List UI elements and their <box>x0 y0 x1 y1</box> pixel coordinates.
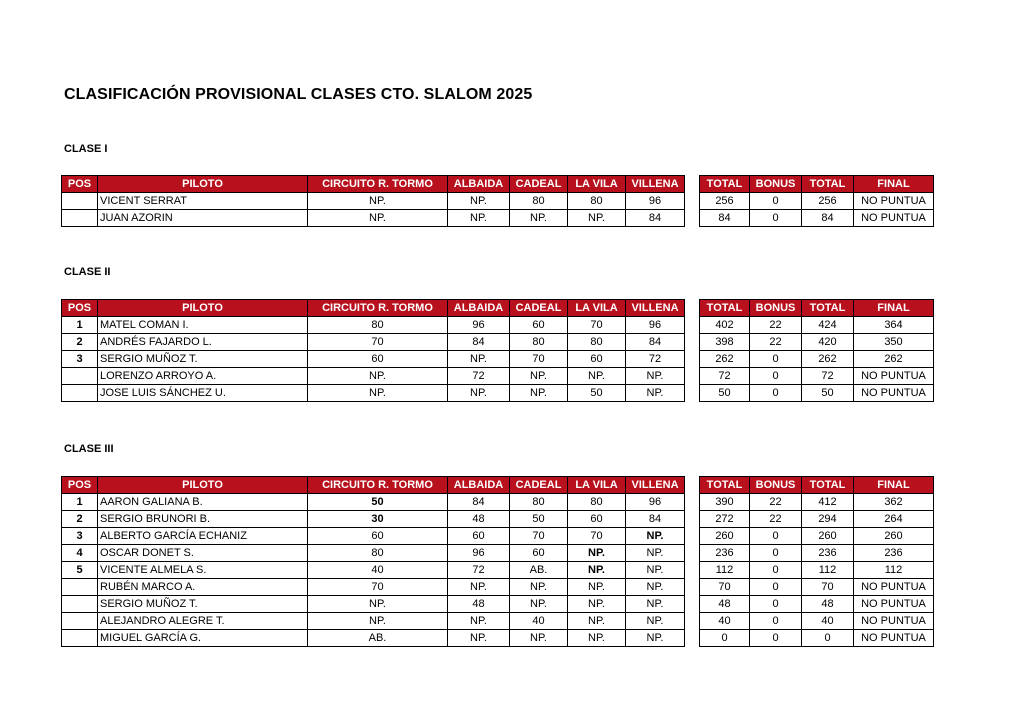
round-score-cell: 72 <box>448 562 510 579</box>
pilot-name-cell: JOSE LUIS SÁNCHEZ U. <box>98 385 308 402</box>
totals-row <box>700 545 934 562</box>
total-with-bonus-cell: 50 <box>802 385 854 402</box>
total-cell: 40 <box>700 613 750 630</box>
pilot-name-cell: LORENZO ARROYO A. <box>98 368 308 385</box>
column-header: LA VILA <box>568 176 626 193</box>
round-score-cell: 40 <box>308 562 448 579</box>
total-cell: 112 <box>700 562 750 579</box>
bonus-cell: 0 <box>750 596 802 613</box>
round-score-cell: 70 <box>510 351 568 368</box>
round-score-cell: 50 <box>308 494 448 511</box>
round-score-cell: NP. <box>448 210 510 227</box>
totals-row <box>700 596 934 613</box>
totals-table <box>699 175 934 227</box>
round-score-cell: NP. <box>448 351 510 368</box>
round-score-cell: NP. <box>626 545 685 562</box>
totals-row <box>700 385 934 402</box>
final-cell: 112 <box>854 562 934 579</box>
total-with-bonus-cell: 256 <box>802 193 854 210</box>
column-header: BONUS <box>750 300 802 317</box>
totals-row <box>700 317 934 334</box>
pilot-name-cell: JUAN AZORIN <box>98 210 308 227</box>
column-header: PILOTO <box>98 176 308 193</box>
column-header: TOTAL <box>700 477 750 494</box>
column-header: CADEAL <box>510 477 568 494</box>
pilot-name-cell: SERGIO MUÑOZ T. <box>98 596 308 613</box>
column-header: ALBAIDA <box>448 300 510 317</box>
total-with-bonus-cell: 236 <box>802 545 854 562</box>
round-score-cell: 60 <box>308 528 448 545</box>
column-header: ALBAIDA <box>448 477 510 494</box>
column-header: CIRCUITO R. TORMO <box>308 300 448 317</box>
round-score-cell: NP. <box>626 613 685 630</box>
totals-table <box>699 299 934 402</box>
total-cell: 70 <box>700 579 750 596</box>
round-score-cell: 96 <box>626 494 685 511</box>
position-cell: 1 <box>62 317 98 334</box>
totals-row <box>700 368 934 385</box>
round-score-cell: 84 <box>626 210 685 227</box>
total-cell: 50 <box>700 385 750 402</box>
position-cell: 3 <box>62 351 98 368</box>
column-header: POS <box>62 176 98 193</box>
position-cell <box>62 368 98 385</box>
round-score-cell: NP. <box>626 385 685 402</box>
round-score-cell: 70 <box>568 528 626 545</box>
round-score-cell: 84 <box>448 334 510 351</box>
total-with-bonus-cell: 424 <box>802 317 854 334</box>
position-cell <box>62 596 98 613</box>
column-header: ALBAIDA <box>448 176 510 193</box>
round-score-cell: 70 <box>308 579 448 596</box>
totals-row <box>700 630 934 647</box>
total-cell: 48 <box>700 596 750 613</box>
table-row <box>62 368 685 385</box>
round-score-cell: 50 <box>568 385 626 402</box>
totals-row <box>700 351 934 368</box>
total-with-bonus-cell: 420 <box>802 334 854 351</box>
bonus-cell: 0 <box>750 545 802 562</box>
column-header: CIRCUITO R. TORMO <box>308 477 448 494</box>
bonus-cell: 0 <box>750 562 802 579</box>
pilot-name-cell: ANDRÉS FAJARDO L. <box>98 334 308 351</box>
total-with-bonus-cell: 294 <box>802 511 854 528</box>
total-with-bonus-cell: 70 <box>802 579 854 596</box>
round-score-cell: NP. <box>308 210 448 227</box>
position-cell <box>62 193 98 210</box>
column-header: TOTAL <box>700 300 750 317</box>
round-score-cell: 72 <box>448 368 510 385</box>
bonus-cell: 0 <box>750 351 802 368</box>
round-score-cell: NP. <box>626 562 685 579</box>
round-score-cell: 48 <box>448 596 510 613</box>
column-header: CADEAL <box>510 300 568 317</box>
final-cell: NO PUNTUA <box>854 368 934 385</box>
bonus-cell: 0 <box>750 368 802 385</box>
table-row <box>62 562 685 579</box>
table-row <box>62 545 685 562</box>
position-cell <box>62 579 98 596</box>
total-with-bonus-cell: 262 <box>802 351 854 368</box>
table-row <box>62 511 685 528</box>
totals-row <box>700 511 934 528</box>
class-label: CLASE III <box>64 443 114 455</box>
round-score-cell: 80 <box>568 334 626 351</box>
table-row <box>62 351 685 368</box>
round-score-cell: NP. <box>448 193 510 210</box>
total-with-bonus-cell: 112 <box>802 562 854 579</box>
round-score-cell: NP. <box>568 210 626 227</box>
final-cell: NO PUNTUA <box>854 613 934 630</box>
round-score-cell: 60 <box>448 528 510 545</box>
column-header: CADEAL <box>510 176 568 193</box>
table-row <box>62 528 685 545</box>
total-with-bonus-cell: 0 <box>802 630 854 647</box>
totals-row <box>700 494 934 511</box>
column-header: PILOTO <box>98 300 308 317</box>
pilot-name-cell: VICENTE ALMELA S. <box>98 562 308 579</box>
round-score-cell: 96 <box>448 545 510 562</box>
round-score-cell: 60 <box>510 545 568 562</box>
totals-row <box>700 579 934 596</box>
page-title: CLASIFICACIÓN PROVISIONAL CLASES CTO. SLALOM 2025 <box>64 86 533 103</box>
results-table <box>61 175 685 227</box>
results-table <box>61 476 685 647</box>
round-score-cell: 96 <box>626 193 685 210</box>
column-header: FINAL <box>854 300 934 317</box>
bonus-cell: 22 <box>750 334 802 351</box>
results-table <box>61 299 685 402</box>
header-row <box>62 477 685 494</box>
column-header: LA VILA <box>568 477 626 494</box>
column-header: TOTAL <box>802 300 854 317</box>
bonus-cell: 0 <box>750 193 802 210</box>
round-score-cell: NP. <box>308 613 448 630</box>
position-cell <box>62 385 98 402</box>
round-score-cell: NP. <box>568 562 626 579</box>
round-score-cell: 80 <box>510 334 568 351</box>
pilot-name-cell: SERGIO BRUNORI B. <box>98 511 308 528</box>
column-header: POS <box>62 300 98 317</box>
final-cell: NO PUNTUA <box>854 579 934 596</box>
total-cell: 236 <box>700 545 750 562</box>
round-score-cell: NP. <box>510 385 568 402</box>
final-cell: NO PUNTUA <box>854 385 934 402</box>
pilot-name-cell: VICENT SERRAT <box>98 193 308 210</box>
totals-row <box>700 562 934 579</box>
bonus-cell: 0 <box>750 630 802 647</box>
bonus-cell: 0 <box>750 579 802 596</box>
round-score-cell: 84 <box>626 511 685 528</box>
round-score-cell: NP. <box>626 579 685 596</box>
total-with-bonus-cell: 84 <box>802 210 854 227</box>
column-header: FINAL <box>854 176 934 193</box>
column-header: TOTAL <box>802 176 854 193</box>
final-cell: 260 <box>854 528 934 545</box>
position-cell: 3 <box>62 528 98 545</box>
table-row <box>62 193 685 210</box>
total-cell: 262 <box>700 351 750 368</box>
round-score-cell: NP. <box>448 630 510 647</box>
final-cell: NO PUNTUA <box>854 596 934 613</box>
column-header: BONUS <box>750 477 802 494</box>
bonus-cell: 22 <box>750 511 802 528</box>
table-row <box>62 596 685 613</box>
column-header: CIRCUITO R. TORMO <box>308 176 448 193</box>
bonus-cell: 22 <box>750 317 802 334</box>
round-score-cell: NP. <box>568 368 626 385</box>
round-score-cell: 48 <box>448 511 510 528</box>
round-score-cell: 60 <box>510 317 568 334</box>
total-with-bonus-cell: 40 <box>802 613 854 630</box>
table-row <box>62 613 685 630</box>
final-cell: 262 <box>854 351 934 368</box>
header-row <box>62 300 685 317</box>
final-cell: 264 <box>854 511 934 528</box>
totals-row <box>700 334 934 351</box>
pilot-name-cell: RUBÉN MARCO A. <box>98 579 308 596</box>
total-cell: 72 <box>700 368 750 385</box>
round-score-cell: NP. <box>308 596 448 613</box>
pilot-name-cell: MIGUEL GARCÍA G. <box>98 630 308 647</box>
column-header: PILOTO <box>98 477 308 494</box>
round-score-cell: NP. <box>568 613 626 630</box>
header-row <box>700 477 934 494</box>
round-score-cell: 80 <box>568 193 626 210</box>
bonus-cell: 22 <box>750 494 802 511</box>
total-cell: 398 <box>700 334 750 351</box>
column-header: TOTAL <box>802 477 854 494</box>
column-header: VILLENA <box>626 477 685 494</box>
round-score-cell: 80 <box>510 494 568 511</box>
position-cell <box>62 210 98 227</box>
round-score-cell: 80 <box>308 545 448 562</box>
bonus-cell: 0 <box>750 385 802 402</box>
pilot-name-cell: ALEJANDRO ALEGRE T. <box>98 613 308 630</box>
table-row <box>62 385 685 402</box>
round-score-cell: 60 <box>308 351 448 368</box>
round-score-cell: NP. <box>448 579 510 596</box>
position-cell: 2 <box>62 334 98 351</box>
final-cell: 364 <box>854 317 934 334</box>
table-row <box>62 630 685 647</box>
round-score-cell: NP. <box>510 579 568 596</box>
table-row <box>62 579 685 596</box>
total-cell: 402 <box>700 317 750 334</box>
total-with-bonus-cell: 260 <box>802 528 854 545</box>
round-score-cell: 72 <box>626 351 685 368</box>
total-cell: 84 <box>700 210 750 227</box>
totals-row <box>700 528 934 545</box>
round-score-cell: NP. <box>308 368 448 385</box>
round-score-cell: NP. <box>308 385 448 402</box>
round-score-cell: AB. <box>510 562 568 579</box>
total-cell: 390 <box>700 494 750 511</box>
round-score-cell: 40 <box>510 613 568 630</box>
position-cell <box>62 613 98 630</box>
totals-row <box>700 210 934 227</box>
round-score-cell: 80 <box>568 494 626 511</box>
totals-row <box>700 613 934 630</box>
column-header: FINAL <box>854 477 934 494</box>
column-header: VILLENA <box>626 300 685 317</box>
pilot-name-cell: ALBERTO GARCÍA ECHANIZ <box>98 528 308 545</box>
round-score-cell: NP. <box>568 630 626 647</box>
table-row <box>62 317 685 334</box>
round-score-cell: 96 <box>626 317 685 334</box>
round-score-cell: NP. <box>510 630 568 647</box>
round-score-cell: NP. <box>568 596 626 613</box>
round-score-cell: NP. <box>626 630 685 647</box>
round-score-cell: 80 <box>510 193 568 210</box>
pilot-name-cell: OSCAR DONET S. <box>98 545 308 562</box>
total-with-bonus-cell: 412 <box>802 494 854 511</box>
final-cell: 362 <box>854 494 934 511</box>
pilot-name-cell: AARON GALIANA B. <box>98 494 308 511</box>
column-header: LA VILA <box>568 300 626 317</box>
final-cell: 236 <box>854 545 934 562</box>
round-score-cell: 84 <box>448 494 510 511</box>
round-score-cell: 50 <box>510 511 568 528</box>
round-score-cell: 80 <box>308 317 448 334</box>
round-score-cell: NP. <box>308 193 448 210</box>
totals-row <box>700 193 934 210</box>
table-row <box>62 210 685 227</box>
total-cell: 272 <box>700 511 750 528</box>
total-cell: 0 <box>700 630 750 647</box>
total-cell: 256 <box>700 193 750 210</box>
final-cell: 350 <box>854 334 934 351</box>
round-score-cell: AB. <box>308 630 448 647</box>
round-score-cell: 70 <box>568 317 626 334</box>
final-cell: NO PUNTUA <box>854 193 934 210</box>
final-cell: NO PUNTUA <box>854 630 934 647</box>
round-score-cell: NP. <box>626 596 685 613</box>
class-label: CLASE II <box>64 266 111 278</box>
round-score-cell: 30 <box>308 511 448 528</box>
column-header: TOTAL <box>700 176 750 193</box>
column-header: BONUS <box>750 176 802 193</box>
round-score-cell: 60 <box>568 351 626 368</box>
header-row <box>700 176 934 193</box>
position-cell <box>62 630 98 647</box>
round-score-cell: NP. <box>626 528 685 545</box>
bonus-cell: 0 <box>750 210 802 227</box>
round-score-cell: 70 <box>308 334 448 351</box>
total-with-bonus-cell: 48 <box>802 596 854 613</box>
round-score-cell: NP. <box>568 545 626 562</box>
round-score-cell: NP. <box>626 368 685 385</box>
column-header: VILLENA <box>626 176 685 193</box>
column-header: POS <box>62 477 98 494</box>
header-row <box>700 300 934 317</box>
position-cell: 1 <box>62 494 98 511</box>
position-cell: 2 <box>62 511 98 528</box>
round-score-cell: NP. <box>448 385 510 402</box>
round-score-cell: NP. <box>510 596 568 613</box>
round-score-cell: NP. <box>510 368 568 385</box>
table-row <box>62 334 685 351</box>
round-score-cell: 96 <box>448 317 510 334</box>
header-row <box>62 176 685 193</box>
class-label: CLASE I <box>64 143 108 155</box>
bonus-cell: 0 <box>750 528 802 545</box>
round-score-cell: 84 <box>626 334 685 351</box>
round-score-cell: NP. <box>568 579 626 596</box>
round-score-cell: NP. <box>510 210 568 227</box>
pilot-name-cell: SERGIO MUÑOZ T. <box>98 351 308 368</box>
totals-table <box>699 476 934 647</box>
round-score-cell: 60 <box>568 511 626 528</box>
total-cell: 260 <box>700 528 750 545</box>
position-cell: 4 <box>62 545 98 562</box>
table-row <box>62 494 685 511</box>
total-with-bonus-cell: 72 <box>802 368 854 385</box>
round-score-cell: NP. <box>448 613 510 630</box>
position-cell: 5 <box>62 562 98 579</box>
bonus-cell: 0 <box>750 613 802 630</box>
final-cell: NO PUNTUA <box>854 210 934 227</box>
round-score-cell: 70 <box>510 528 568 545</box>
pilot-name-cell: MATEL COMAN I. <box>98 317 308 334</box>
